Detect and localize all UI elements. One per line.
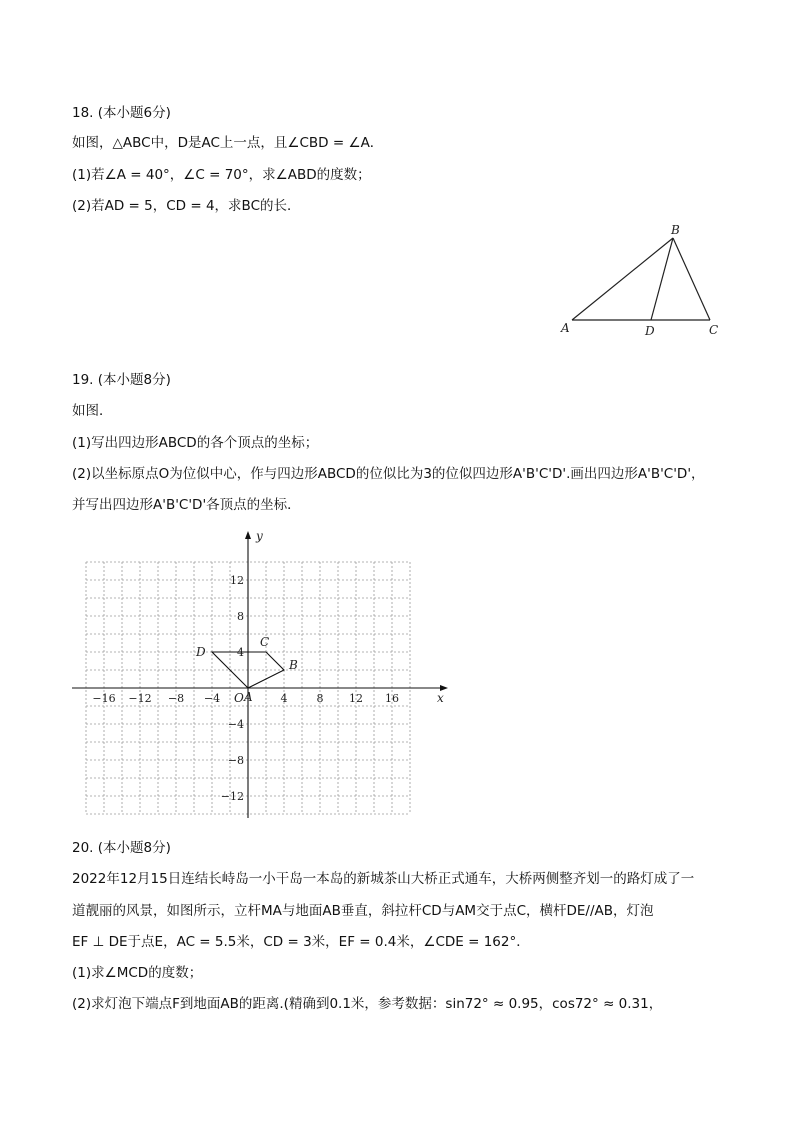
x-tick-label: −8	[167, 692, 185, 705]
q20-header: 20. (本小题8分)	[72, 840, 171, 856]
q19-stem: 如图．	[72, 403, 113, 419]
q20-part2: (2)求灯泡下端点F到地面AB的距离.(精确到0.1米，参考数据：sin72° ≈ 0.95，cos72° ≈ 0.31，	[72, 996, 663, 1012]
q18-stem: 如图，△ABC中，D是AC上一点，且∠CBD = ∠A．	[72, 135, 384, 151]
segment-ab	[572, 238, 673, 320]
x-axis-label: x	[437, 691, 444, 705]
y-axis-label: y	[256, 529, 263, 543]
x-tick-label: −16	[92, 692, 116, 705]
x-tick-label: −12	[128, 692, 152, 705]
y-tick-label: −8	[227, 754, 244, 767]
q19-part1: (1)写出四边形ABCD的各个顶点的坐标；	[72, 435, 319, 451]
vertex-label-d: D	[196, 645, 206, 659]
q20-line3: EF ⊥ DE于点E，AC = 5.5米，CD = 3米，EF = 0.4米，∠CDE = 162°．	[72, 934, 530, 950]
x-tick-label: 16	[385, 692, 399, 705]
y-tick-label: 4	[237, 646, 244, 659]
vertex-label-a: A	[244, 690, 253, 704]
q18-part2: (2)若AD = 5，CD = 4，求BC的长．	[72, 198, 301, 214]
vertex-label-b: B	[289, 658, 298, 672]
label-c: C	[709, 323, 719, 337]
y-tick-label: −4	[227, 718, 244, 731]
q18-header: 18. (本小题6分)	[72, 105, 171, 121]
segment-bd	[651, 238, 673, 320]
q18-part1: (1)若∠A = 40°，∠C = 70°，求∠ABD的度数；	[72, 167, 371, 183]
q20-part1: (1)求∠MCD的度数；	[72, 965, 203, 981]
label-a: A	[561, 321, 570, 335]
y-tick-label: 8	[237, 610, 244, 623]
y-axis-arrow	[245, 531, 251, 539]
x-tick-label: 4	[280, 692, 288, 705]
y-tick-label: −12	[220, 790, 244, 803]
q20-line1: 2022年12月15日连结长峙岛一小干岛一本岛的新城茶山大桥正式通车，大桥两侧整齐划一的路灯成了一	[72, 871, 695, 887]
q19-part2a: (2)以坐标原点O为位似中心，作与四边形ABCD的位似比为3的位似四边形A'B'C'D'.画出四边形A'B'C'D'，	[72, 466, 705, 482]
segment-bc	[673, 238, 710, 320]
y-tick-label: 12	[230, 574, 244, 587]
q19-part2b: 并写出四边形A'B'C'D'各顶点的坐标．	[72, 497, 301, 513]
label-b: B	[671, 223, 680, 237]
x-tick-label: −4	[203, 692, 221, 705]
coordinate-grid	[60, 520, 460, 825]
x-tick-label: 12	[349, 692, 363, 705]
vertex-label-c: C	[260, 635, 270, 649]
origin-label: O	[234, 691, 244, 705]
x-tick-label: 8	[316, 692, 324, 705]
q20-line2: 道靓丽的风景，如图所示，立杆MA与地面AB垂直，斜拉杆CD与AM交于点C，横杆DE//AB，灯泡	[72, 903, 654, 919]
label-d: D	[645, 324, 655, 338]
triangle-figure	[555, 218, 735, 344]
q19-header: 19. (本小题8分)	[72, 372, 171, 388]
